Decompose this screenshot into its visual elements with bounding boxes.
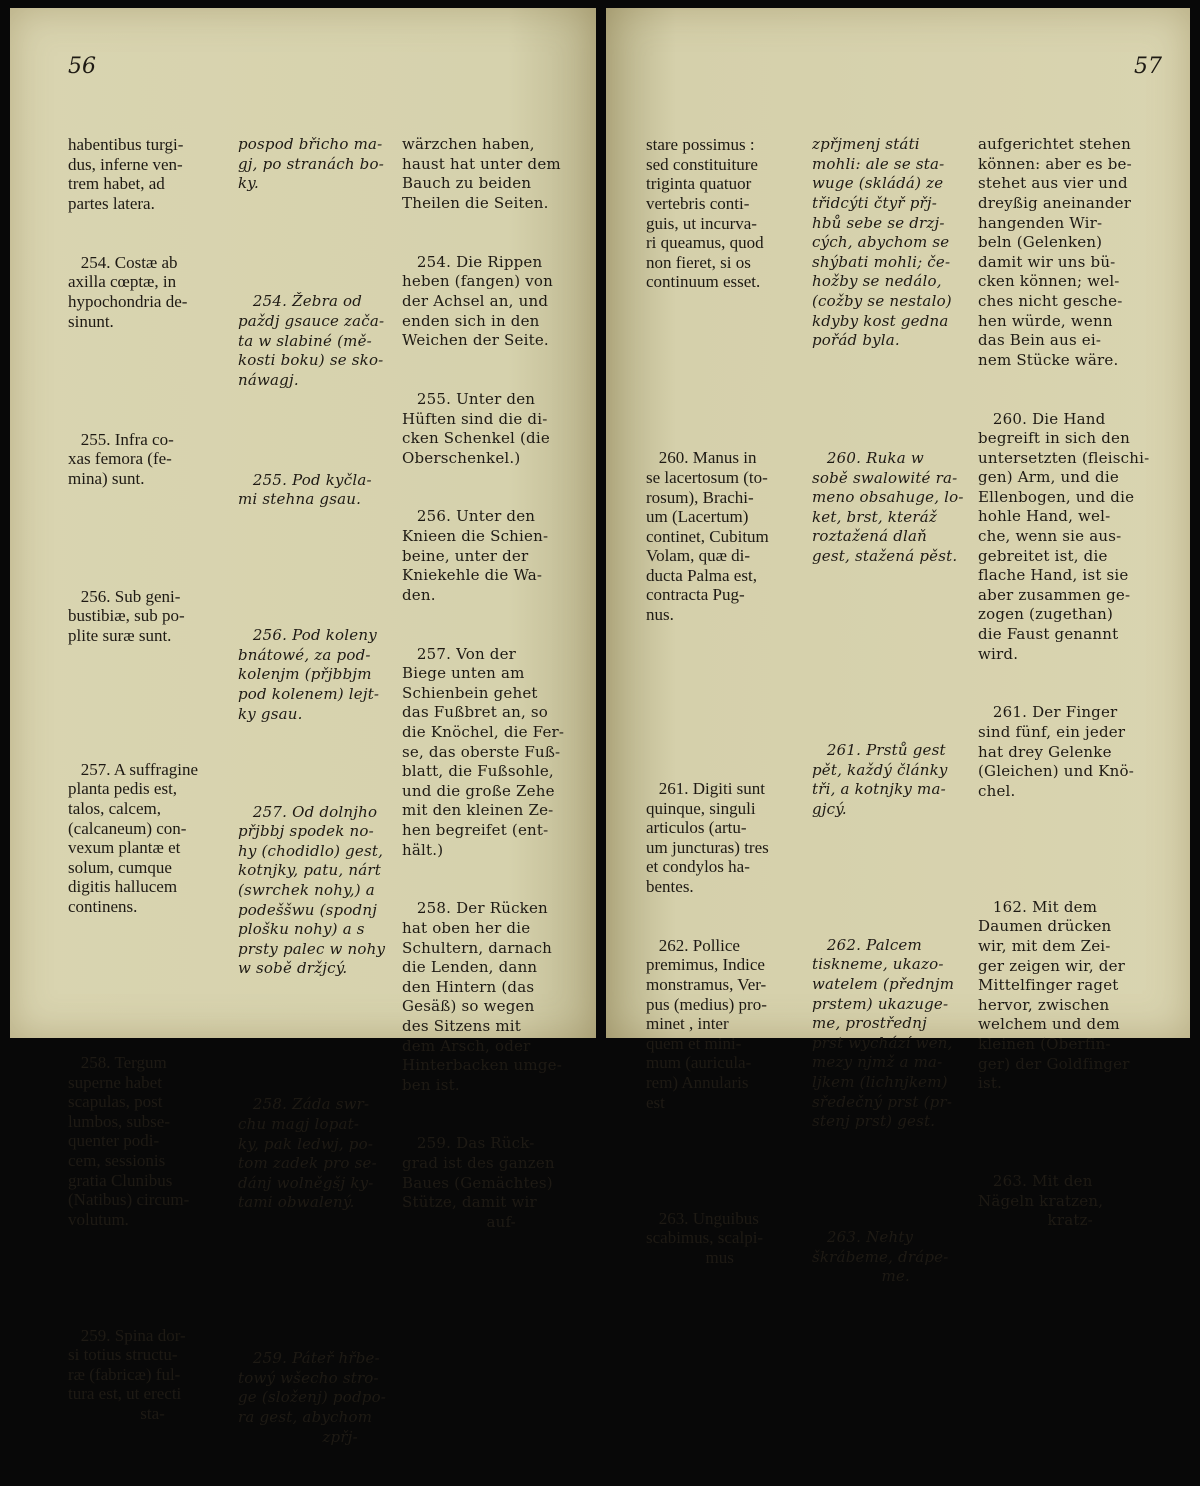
page-number: 56 [68, 54, 96, 79]
czech-paragraph: 256. Pod koleny bnátowé, za pod- kolenjm (přjbbjm pod kolenem) lejt- ky gsau. [238, 626, 380, 723]
czech-paragraph: 262. Palcem tiskneme, ukazo- watelem (přednjm prstem) ukazuge- me, prostřednj prst wychází wen, mezy njmž a ma- ljkem (lichnjkem) sředečný prst (pr- stenj prst) gest. [812, 935, 955, 1131]
czech-column [812, 96, 984, 1326]
german-paragraph: wärzchen haben, haust hat unter dem Bauch zu beiden Theilen die Seiten. [402, 135, 561, 212]
page-number: 57 [1134, 54, 1162, 79]
czech-paragraph: 255. Pod kyčla- mi stehna gsau. [238, 470, 372, 509]
latin-paragraph: 258. Tergum superne habet scapulas, post lumbos, subse- quenter podi- cem, sessionis gratia Clunibus (Natibus) circum- volutum. [68, 1052, 190, 1229]
german-paragraph: 258. Der Rücken hat oben her die Schultern, darnach die Lenden, dann den Hintern (das Gesäß) so wegen des Sitzens mit dem Arsch, oder Hinterbacken umge- ben ist. [402, 899, 562, 1094]
german-paragraph: 260. Die Hand begreift in sich den untersetzten (fleischi- gen) Arm, und die Ellenbogen, und die hohle Hand, wel- che, wenn sie aus- gebreitet ist, die flache Hand, ist sie aber zusammen ge- zogen (zugethan) die Faust genannt wird. [978, 409, 1150, 663]
german-paragraph: 256. Unter den Knieen die Schien- beine, unter der Kniekehle die Wa- den. [402, 507, 549, 604]
latin-paragraph: 257. A suffragine planta pedis est, talos, calcem, (calcaneum) con- vexum plantæ et solum, cumque digitis hallucem continens. [68, 759, 199, 916]
czech-paragraph: 254. Žebra od paždj gsauce zača- ta w slabiné (mě- kosti boku) se sko- náwagj. [238, 292, 385, 389]
czech-paragraph: 259. Páteř hřbe- towý wšecho stro- ge (složenj) podpo- ra gest, abychom zpřj- [238, 1349, 387, 1446]
right-page [606, 8, 1190, 1286]
czech-paragraph: 263. Nehty škrábeme, drápe- me. [812, 1228, 949, 1286]
latin-paragraph: 255. Infra co- xas femora (fe- mina) sunt. [68, 429, 174, 488]
german-paragraph: 255. Unter den Hüften sind die di- cken Schenkel (die Oberschenkel.) [402, 389, 550, 467]
latin-paragraph: 261. Digiti sunt quinque, singuli articulos (artu- um juncturas) tres et condylos ha- bentes. [646, 779, 769, 896]
german-paragraph: 263. Mit den Nägeln kratzen, kratz- [978, 1172, 1104, 1230]
czech-paragraph: 257. Od dolnjho přjbbj spodek no- hy (chodidlo) gest, kotnjky, patu, nárt (swrchek nohy,) a podeššwu (spodnj plošku nohy) a s prsty palec w nohy w sobě držjcý. [238, 802, 386, 978]
german-paragraph: 162. Mit dem Daumen drücken wir, mit dem Zei- ger zeigen wir, der Mittelfinger raget hervor, zwischen welchem und dem kleinen (Oberfin- ger) der Goldfinger ist. [978, 897, 1130, 1093]
german-paragraph: 254. Die Rippen heben (fangen) von der Achsel an, und enden sich in den Weichen der Seite. [402, 252, 553, 350]
czech-paragraph: 261. Prstů gest pět, každý články tři, a kotnjky ma- gjcý. [812, 741, 948, 818]
latin-paragraph: 256. Sub geni- bustibiæ, sub po- plite suræ sunt. [68, 586, 185, 645]
german-column [978, 96, 1178, 1270]
german-paragraph: 259. Das Rück- grad ist des ganzen Baues (Gemächtes) Stütze, damit wir auf- [402, 1134, 555, 1231]
latin-paragraph: 262. Pollice premimus, Indice monstramus, Ver- pus (medius) pro- minet , inter quem et mini- mum (auricula- rem) Annularis est [646, 935, 767, 1112]
left-page [10, 8, 596, 1446]
latin-paragraph: 259. Spina dor- si totius structu- ræ (fabricæ) ful- tura est, ut erecti sta- [68, 1325, 186, 1424]
german-paragraph: 261. Der Finger sind fünf, ein jeder hat drey Gelenke (Gleichen) und Knö- chel. [978, 703, 1134, 800]
german-paragraph: aufgerichtet stehen können: aber es be- stehet aus vier und dreyßig aneinander hangenden Wir- beln (Gelenken) damit wir uns bü- cken können; wel- ches nicht gesche- hen würde, wenn das Bein aus ei- nem Stücke wäre. [978, 135, 1132, 369]
latin-column [646, 96, 816, 1306]
latin-paragraph: 254. Costæ ab axilla cœptæ, in hypochondria de- sinunt. [68, 252, 188, 331]
czech-column [238, 96, 410, 1486]
latin-column [68, 96, 250, 1463]
latin-paragraph: 263. Unguibus scabimus, scalpi- mus [646, 1208, 764, 1267]
czech-paragraph: pospod břicho ma- gj, po stranách bo- ky. [238, 135, 384, 193]
latin-paragraph: 260. Manus in se lacertosum (to- rosum), Brachi- um (Lacertum) continet, Cubitum Volam, quæ di- ducta Palma est, contracta Pug- nus. [646, 448, 769, 625]
czech-paragraph: zpřjmenj státi mohli: ale se sta- wuge (skládá) ze třidcýti čtyř přj- hbů sebe se drzj- cých, abychom se shýbati mohli; če- hožby se nedálo, (cožby se nestalo) kdyby kost gedna pořád byla. [812, 135, 952, 350]
latin-paragraph: stare possimus : sed constituiture triginta quatuor vertebris conti- guis, ut incurva- ri queamus, quod non fieret, si os continuum esset. [646, 135, 764, 292]
czech-paragraph: 260. Ruka w sobě swalowité ra- meno obsahuge, lo- ket, brst, kteráž roztažená dlaň gest, stažená pěst. [812, 449, 964, 566]
german-column [402, 96, 580, 1272]
book-spread [10, 8, 1190, 1446]
german-paragraph: 257. Von der Biege unten am Schienbein gehet das Fußbret an, so die Knöchel, die Fer- se, das oberste Fuß- blatt, die Fußsohle, und die große Zehe mit den kleinen Ze- hen begreifet (ent- hält.) [402, 644, 565, 859]
latin-paragraph: habentibus turgi- dus, inferne ven- trem habet, ad partes latera. [68, 135, 184, 213]
czech-paragraph: 258. Záda swr- chu magj lopat- ky, pak ledwj, po- tom zadek pro se- dánj wolněgšj ky- tami obwalený. [238, 1095, 377, 1212]
